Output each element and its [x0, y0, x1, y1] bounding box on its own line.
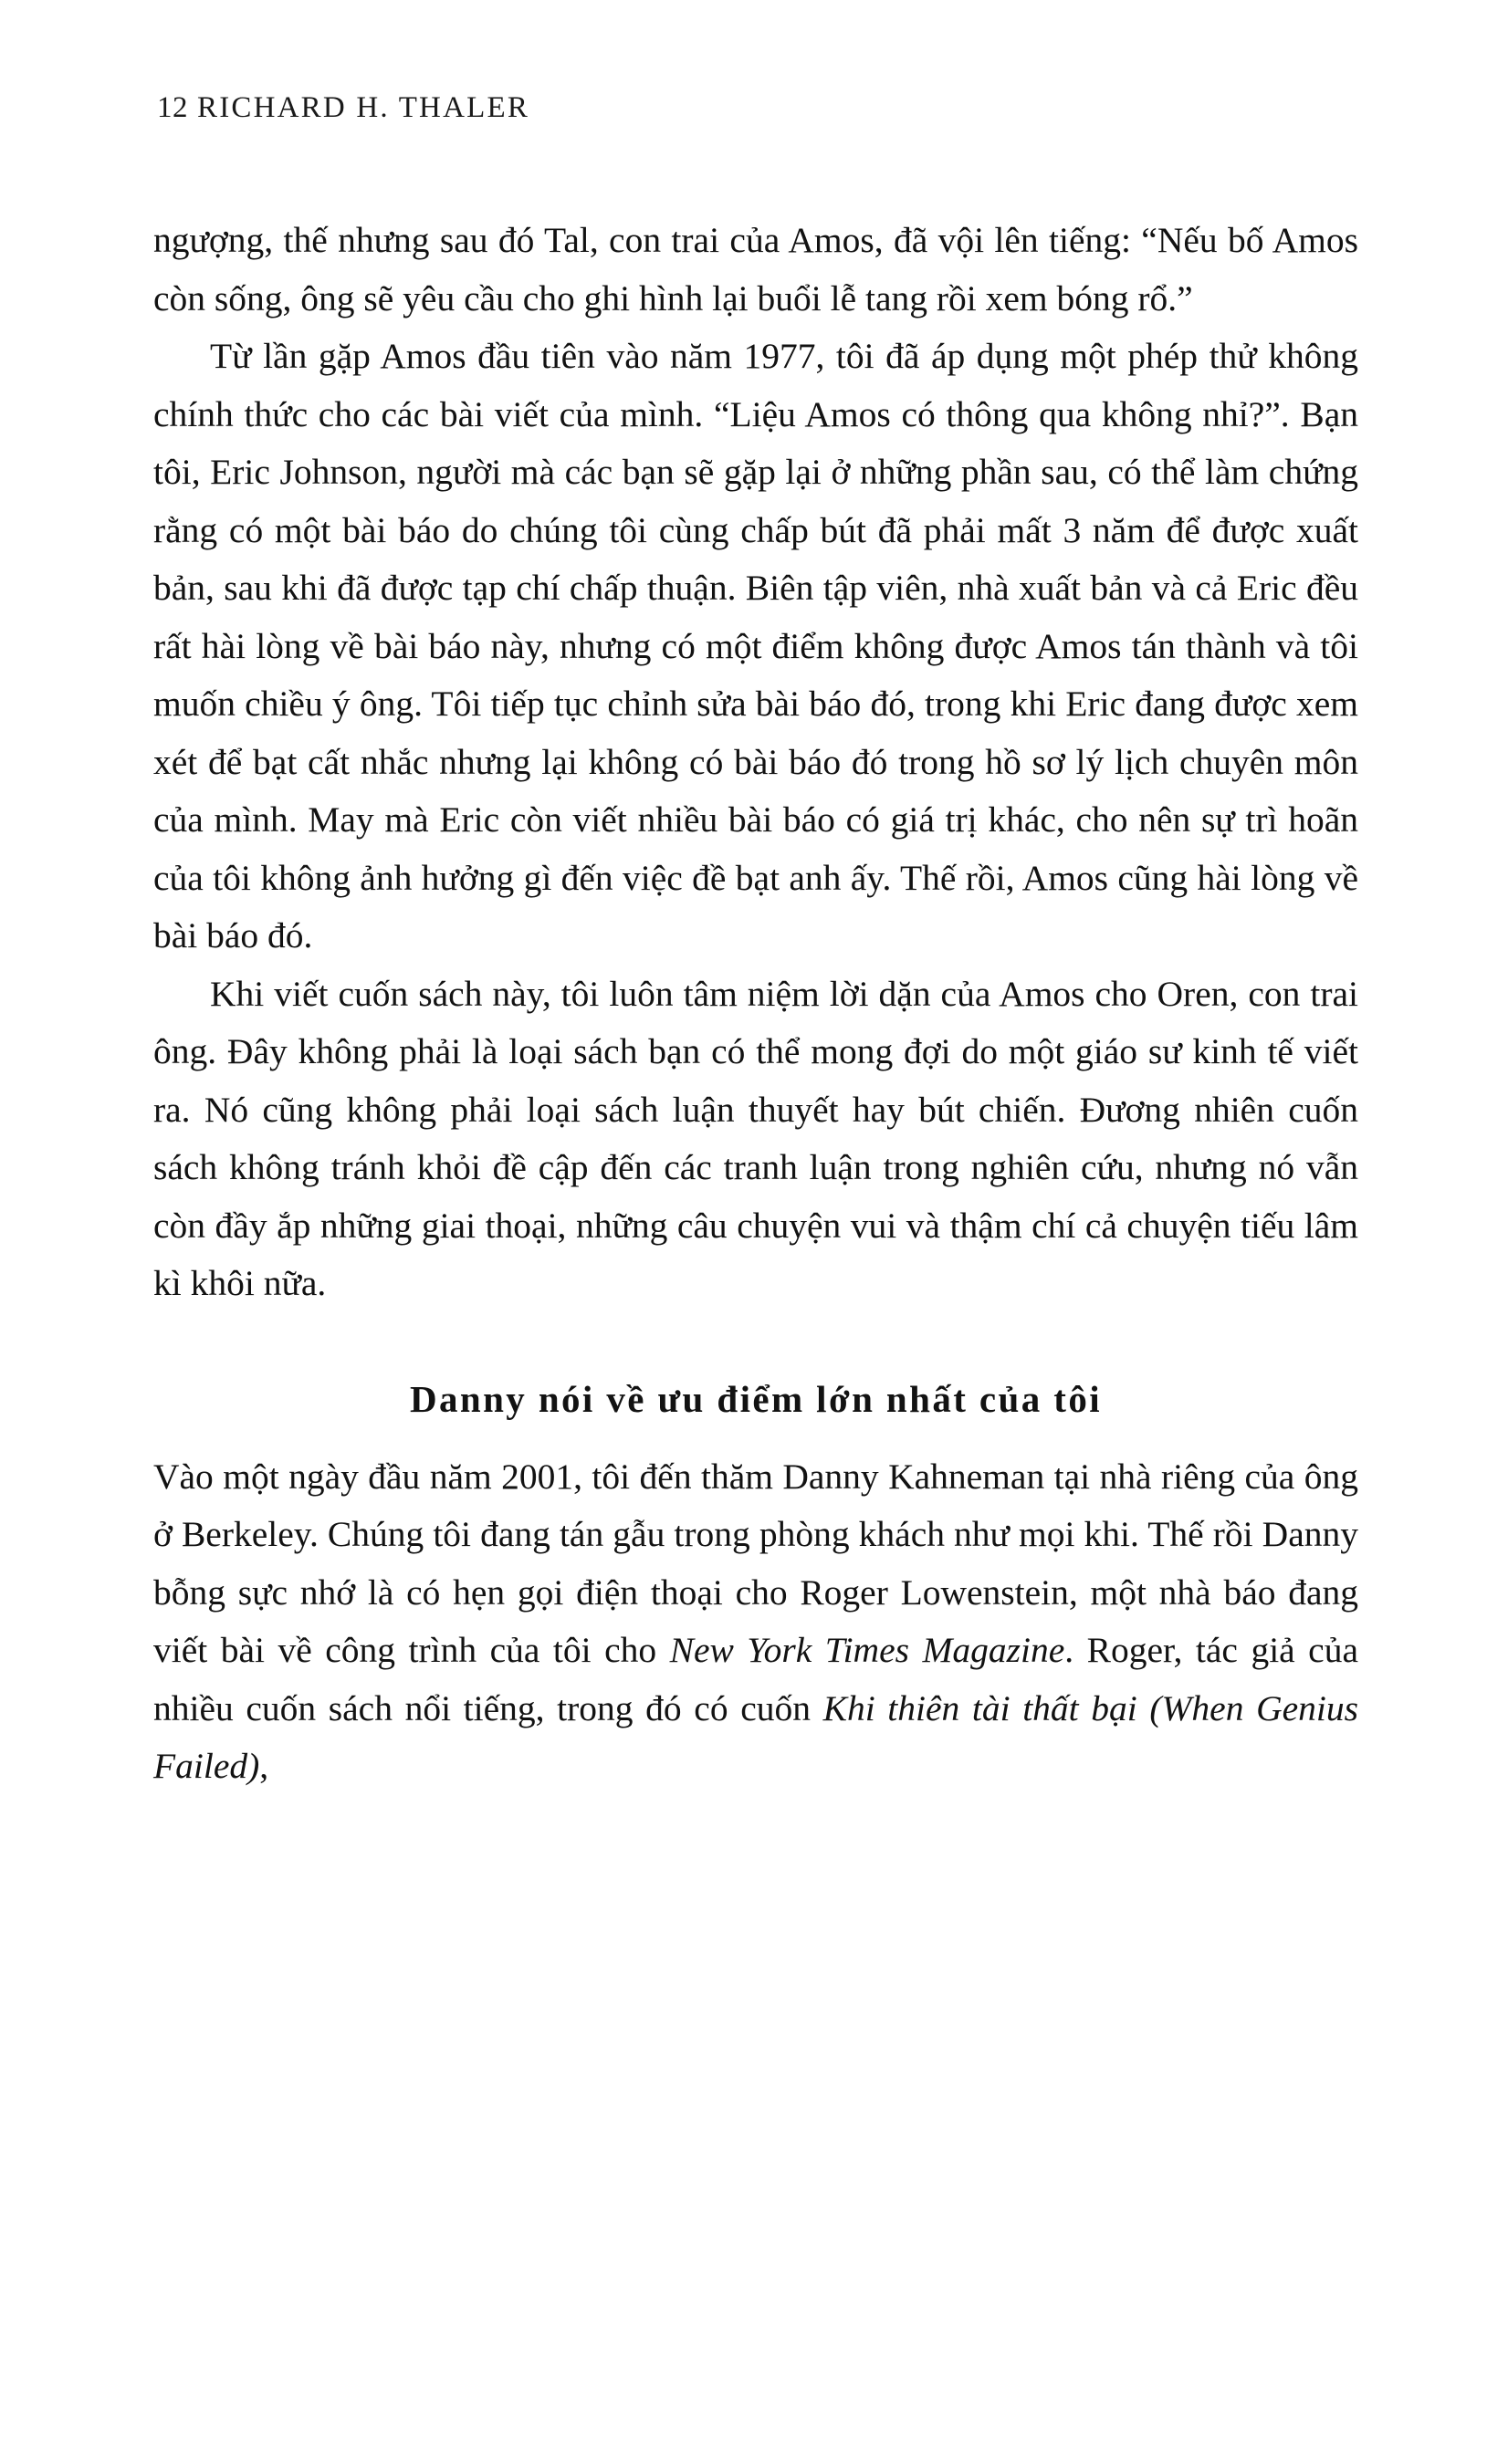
running-head: [157, 91, 529, 125]
text-run: ,: [259, 1746, 269, 1786]
page-number: 12: [157, 91, 188, 124]
running-head-author: RICHARD H. THALER: [197, 91, 530, 124]
text-run: Vào một ngày đầu năm 2001, tôi đến thăm Danny Kahneman tại nhà riêng của ông ở Berkeley. Chúng tôi đang tán gẫu trong phòng khách như mọi khi. Thế rồi Danny bỗng sực nhớ là có hẹn gọi điện thoại cho Roger Lowenstein, một nhà báo đang viết bài về công trình của tôi cho: [153, 1456, 1358, 1670]
paragraph-with-italics: [153, 1448, 1358, 1796]
paragraph: Từ lần gặp Amos đầu tiên vào năm 1977, tôi đã áp dụng một phép thử không chính thức cho các bài viết của mình. “Liệu Amos có thông qua không nhỉ?”. Bạn tôi, Eric Johnson, người mà các bạn sẽ gặp lại ở những phần sau, có thể làm chứng rằng có một bài báo do chúng tôi cùng chấp bút đã phải mất 3 năm để được xuất bản, sau khi đã được tạp chí chấp thuận. Biên tập viên, nhà xuất bản và cả Eric đều rất hài lòng về bài báo này, nhưng có một điểm không được Amos tán thành và tôi muốn chiều ý ông. Tôi tiếp tục chỉnh sửa bài báo đó, trong khi Eric đang được xem xét để bạt cất nhắc nhưng lại không có bài báo đó trong hồ sơ lý lịch chuyên môn của mình. May mà Eric còn viết nhiều bài báo có giá trị khác, cho nên sự trì hoãn của tôi không ảnh hưởng gì đến việc đề bạt anh ấy. Thế rồi, Amos cũng hài lòng về bài báo đó.: [153, 336, 1358, 955]
paragraph: Khi viết cuốn sách này, tôi luôn tâm niệm lời dặn của Amos cho Oren, con trai ông. Đây không phải là loại sách bạn có thể mong đợi do một giáo sư kinh tế viết ra. Nó cũng không phải loại sách luận thuyết hay bút chiến. Đương nhiên cuốn sách không tránh khỏi đề cập đến các tranh luận trong nghiên cứu, nhưng nó vẫn còn đầy ắp những giai thoại, những câu chuyện vui và thậm chí cả chuyện tiếu lâm kì khôi nữa.: [153, 973, 1358, 1303]
page-body: [153, 212, 1358, 1796]
italic-title: Khi thiên tài thất bại (When Genius Failed): [153, 1687, 1358, 1786]
section-heading: Danny nói về ưu điểm lớn nhất của tôi: [409, 1377, 1103, 1420]
paragraph: ngượng, thế nhưng sau đó Tal, con trai của Amos, đã vội lên tiếng: “Nếu bố Amos còn sống, ông sẽ yêu cầu cho ghi hình lại buổi lễ tang rồi xem bóng rổ.”: [153, 220, 1358, 318]
text-run: . Roger, tác giả của nhiều cuốn sách nổi tiếng, trong đó có cuốn: [153, 1630, 1359, 1728]
italic-title: New York Times Magazine: [669, 1630, 1065, 1670]
